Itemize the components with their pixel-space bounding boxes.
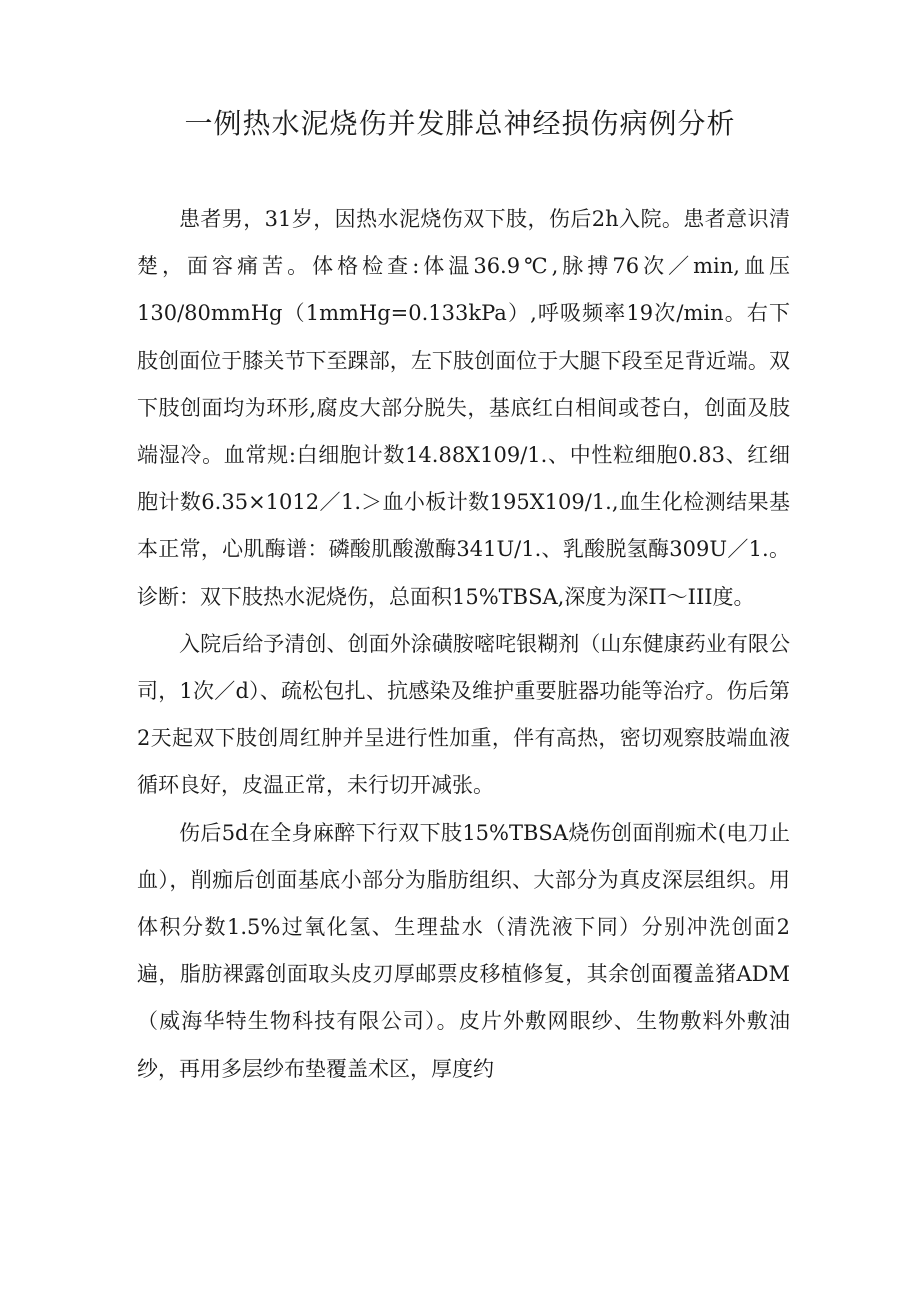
paragraph-initial-treatment: 入院后给予清创、创面外涂磺胺嘧咤银糊剂（山东健康药业有限公司，1次／d）、疏松包扎、抗感染及维护重要脏器功能等治疗。伤后第2天起双下肢创周红肿并呈进行性加重，伴有高热，密切观察肢端血液循环良好，皮温正常，未行切开减张。	[137, 631, 790, 798]
paragraph-case-history: 患者男，31岁，因热水泥烧伤双下肢，伤后2h入院。患者意识清楚，面容痛苦。体格检查:体温36.9℃,脉搏76次／min,血压130/80mmHg（1mmHg=0.133kPa）,呼吸频率19次/min。右下肢创面位于膝关节下至踝部，左下肢创面位于大腿下段至足背近端。双下肢创面均为环形,腐皮大部分脱失，基底红白相间或苍白，创面及肢端湿冷。血常规:白细胞计数14.88X109/1.、中性粒细胞0.83、红细胞计数6.35×1012／1.＞血小板计数195X109/1.,血生化检测结果基本正常，心肌酶谱：磷酸肌酸激酶341U/1.、乳酸脱氢酶309U／1.。诊断：双下肢热水泥烧伤，总面积15%TBSA,深度为深Π～III度。	[137, 207, 790, 609]
document-body	[137, 196, 790, 1093]
document-title: 一例热水泥烧伤并发腓总神经损伤病例分析	[184, 107, 736, 140]
paragraph-surgery: 伤后5d在全身麻醉下行双下肢15%TBSA烧伤创面削痂术(电刀止血），削痂后创面基底小部分为脂肪组织、大部分为真皮深层组织。用体积分数1.5%过氧化氢、生理盐水（清洗液下同）分别冲洗创面2遍，脂肪裸露创面取头皮刃厚邮票皮移植修复，其余创面覆盖猪ADM（威海华特生物科技有限公司）。皮片外敷网眼纱、生物敷料外敷油纱，再用多层纱布垫覆盖术区，厚度约	[137, 820, 790, 1081]
